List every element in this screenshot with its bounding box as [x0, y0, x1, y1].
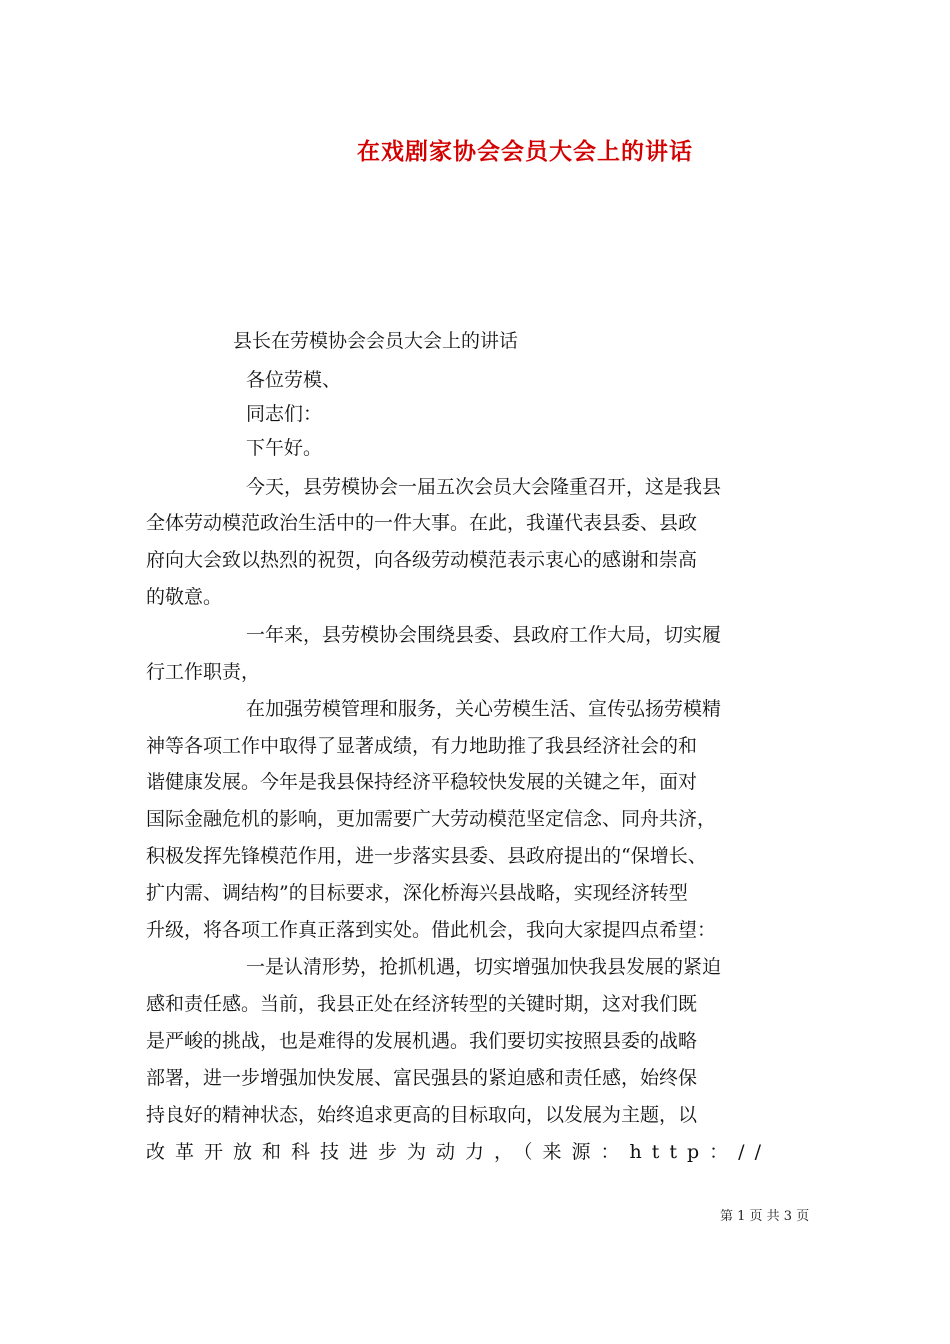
text-line: 积极发挥先锋模范作用，进一步落实县委、县政府提出的“保增长、 — [146, 845, 707, 867]
text-line: 县长在劳模协会会员大会上的讲话 — [233, 330, 519, 352]
page-number: 第 1 页 共 3 页 — [720, 1209, 810, 1224]
text-line: 部署，进一步增强加快发展、富民强县的紧迫感和责任感，始终保 — [146, 1067, 698, 1089]
text-line: 国际金融危机的影响，更加需要广大劳动模范坚定信念、同舟共济， — [146, 808, 717, 830]
text-line: 的敬意。 — [146, 586, 223, 608]
text-line: 谐健康发展。今年是我县保持经济平稳较快发展的关键之年，面对 — [146, 771, 698, 793]
text-line: 持良好的精神状态，始终追求更高的目标取向，以发展为主题，以 — [146, 1104, 698, 1126]
text-line: 神等各项工作中取得了显著成绩，有力地助推了我县经济社会的和 — [146, 735, 698, 757]
text-line: 在加强劳模管理和服务，关心劳模生活、宣传弘扬劳模精 — [246, 698, 722, 720]
text-line: 扩内需、调结构”的目标要求，深化桥海兴县战略，实现经济转型 — [146, 882, 688, 904]
text-line: 同志们： — [246, 403, 323, 425]
text-line: 下午好。 — [246, 437, 323, 459]
text-line: 一年来，县劳模协会围绕县委、县政府工作大局，切实履 — [246, 624, 722, 646]
text-line: 府向大会致以热烈的祝贺，向各级劳动模范表示衷心的感谢和崇高 — [146, 549, 698, 571]
text-line: 各位劳模、 — [246, 369, 342, 391]
text-line: 全体劳动模范政治生活中的一件大事。在此，我谨代表县委、县政 — [146, 512, 698, 534]
document-title: 在戏剧家协会会员大会上的讲话 — [357, 138, 693, 165]
text-line: 今天，县劳模协会一届五次会员大会隆重召开，这是我县 — [246, 476, 722, 498]
text-line: 感和责任感。当前，我县正处在经济转型的关键时期，这对我们既 — [146, 993, 698, 1015]
text-line: 是严峻的挑战，也是难得的发展机遇。我们要切实按照县委的战略 — [146, 1030, 698, 1052]
text-line: 行工作职责， — [146, 661, 261, 683]
text-line: 改革开放和科技进步为动力，（来源：http：// — [146, 1141, 771, 1163]
text-line: 升级，将各项工作真正落到实处。借此机会，我向大家提四点希望： — [146, 919, 717, 941]
text-line: 一是认清形势，抢抓机遇，切实增强加快我县发展的紧迫 — [246, 956, 722, 978]
